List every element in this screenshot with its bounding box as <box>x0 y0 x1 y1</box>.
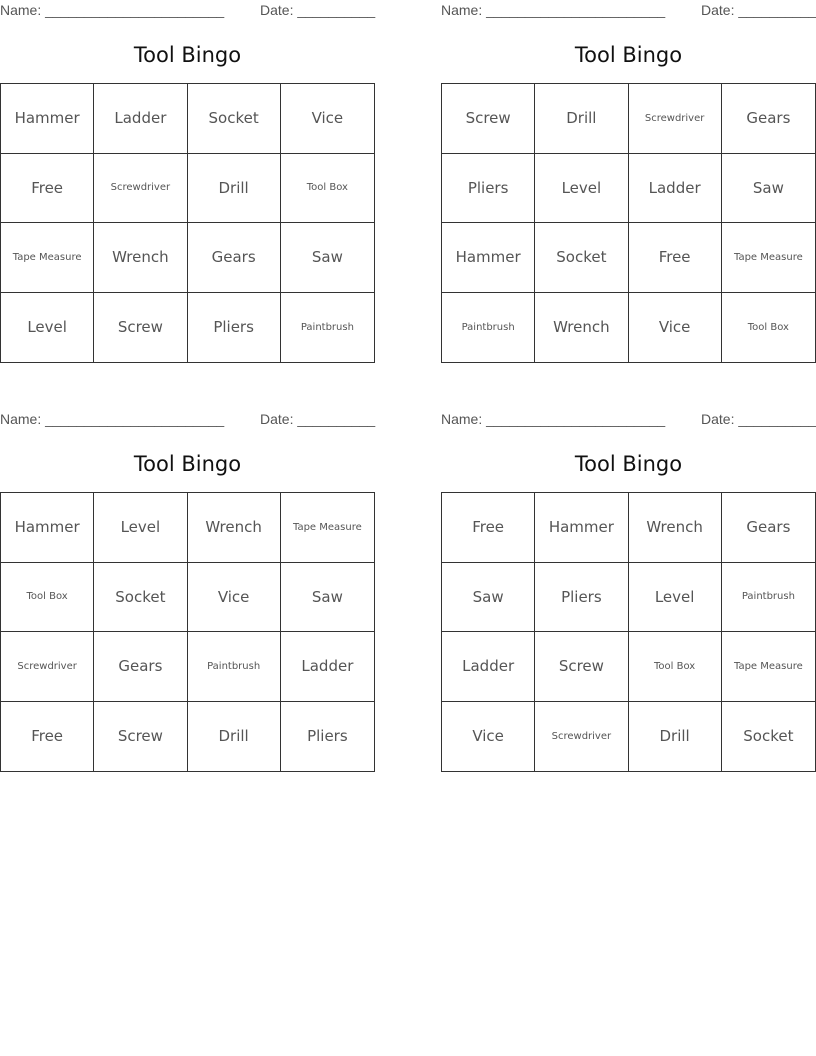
bingo-grid <box>441 83 816 363</box>
bingo-cell: Free <box>629 223 722 293</box>
name-date-line <box>441 411 816 429</box>
bingo-cell: Free <box>442 493 535 563</box>
name-date-line <box>0 411 375 429</box>
bingo-cell: Screw <box>94 293 187 363</box>
card-title: Tool Bingo <box>133 452 242 476</box>
bingo-card-1 <box>0 0 375 372</box>
bingo-cell: Vice <box>188 563 281 633</box>
bingo-cell: Wrench <box>94 223 187 293</box>
bingo-grid <box>441 492 816 772</box>
bingo-cell: Socket <box>188 84 281 154</box>
bingo-cell: Paintbrush <box>300 321 354 333</box>
bingo-cell: Saw <box>281 563 374 633</box>
bingo-cell: Free <box>1 154 94 224</box>
bingo-cell: Screwdriver <box>629 84 722 154</box>
bingo-cell: Ladder <box>281 632 374 702</box>
card-title: Tool Bingo <box>133 43 242 67</box>
bingo-cell: Drill <box>188 702 281 772</box>
bingo-cell: Drill <box>535 84 628 154</box>
bingo-cell: Paintbrush <box>188 632 281 702</box>
date-field-label: Date: __________ <box>260 2 376 18</box>
bingo-cell: Vice <box>629 293 722 363</box>
bingo-cell: Level <box>629 563 722 633</box>
bingo-cell: Tool Box <box>281 154 374 224</box>
bingo-cell: Drill <box>629 702 722 772</box>
bingo-cell: Tape Measure <box>1 223 94 293</box>
bingo-cell: Screw <box>535 632 628 702</box>
bingo-cell: Free <box>1 702 94 772</box>
bingo-cell: Saw <box>281 223 374 293</box>
bingo-cell: Socket <box>94 563 187 633</box>
bingo-cell: Hammer <box>1 493 94 563</box>
bingo-grid <box>0 492 375 772</box>
bingo-cell: Tool Box <box>747 321 789 333</box>
bingo-cell: Gears <box>722 84 815 154</box>
bingo-cell: Ladder <box>442 632 535 702</box>
bingo-grid <box>0 83 375 363</box>
bingo-cell: Tape Measure <box>281 493 374 563</box>
bingo-cell: Level <box>535 154 628 224</box>
name-field-label: Name: _______________________ <box>441 2 666 18</box>
bingo-cell: Level <box>1 293 94 363</box>
bingo-cell: Wrench <box>535 293 628 363</box>
bingo-cell: Tool Box <box>1 563 94 633</box>
bingo-cell: Pliers <box>535 563 628 633</box>
bingo-cell: Paintbrush <box>442 293 535 363</box>
bingo-cell: Socket <box>743 727 794 746</box>
name-field-label: Name: _______________________ <box>0 411 225 427</box>
name-field-label: Name: _______________________ <box>441 411 666 427</box>
bingo-cell: Gears <box>94 632 187 702</box>
bingo-cell: Pliers <box>442 154 535 224</box>
bingo-cell: Saw <box>442 563 535 633</box>
name-field-label: Name: _______________________ <box>0 2 225 18</box>
bingo-cell: Pliers <box>307 727 348 746</box>
bingo-cell: Screwdriver <box>535 702 628 772</box>
card-title: Tool Bingo <box>574 452 683 476</box>
bingo-cell: Vice <box>281 84 374 154</box>
bingo-cell: Hammer <box>442 223 535 293</box>
bingo-cell: Socket <box>535 223 628 293</box>
bingo-cell: Wrench <box>629 493 722 563</box>
date-field-label: Date: __________ <box>701 2 816 18</box>
bingo-card-4 <box>441 409 816 781</box>
bingo-cell: Paintbrush <box>722 563 815 633</box>
bingo-cell: Gears <box>722 493 815 563</box>
bingo-cell: Level <box>94 493 187 563</box>
bingo-cell: Drill <box>188 154 281 224</box>
bingo-cell: Vice <box>442 702 535 772</box>
bingo-cell: Tool Box <box>629 632 722 702</box>
bingo-cell: Screw <box>442 84 535 154</box>
bingo-cell: Gears <box>188 223 281 293</box>
bingo-cell: Hammer <box>535 493 628 563</box>
bingo-card-2 <box>441 0 816 372</box>
bingo-cell: Tape Measure <box>722 632 815 702</box>
bingo-cell: Ladder <box>629 154 722 224</box>
bingo-cell: Screwdriver <box>1 632 94 702</box>
bingo-cell: Tape Measure <box>722 223 815 293</box>
date-field-label: Date: __________ <box>260 411 376 427</box>
bingo-cell: Saw <box>722 154 815 224</box>
bingo-cell: Wrench <box>188 493 281 563</box>
bingo-cell: Screwdriver <box>94 154 187 224</box>
bingo-card-3 <box>0 409 375 781</box>
bingo-cell: Ladder <box>94 84 187 154</box>
bingo-cell: Screw <box>94 702 187 772</box>
bingo-cell: Hammer <box>1 84 94 154</box>
date-field-label: Date: __________ <box>701 411 816 427</box>
card-title: Tool Bingo <box>574 43 683 67</box>
name-date-line <box>441 2 816 20</box>
bingo-cell: Pliers <box>188 293 281 363</box>
name-date-line <box>0 2 375 20</box>
